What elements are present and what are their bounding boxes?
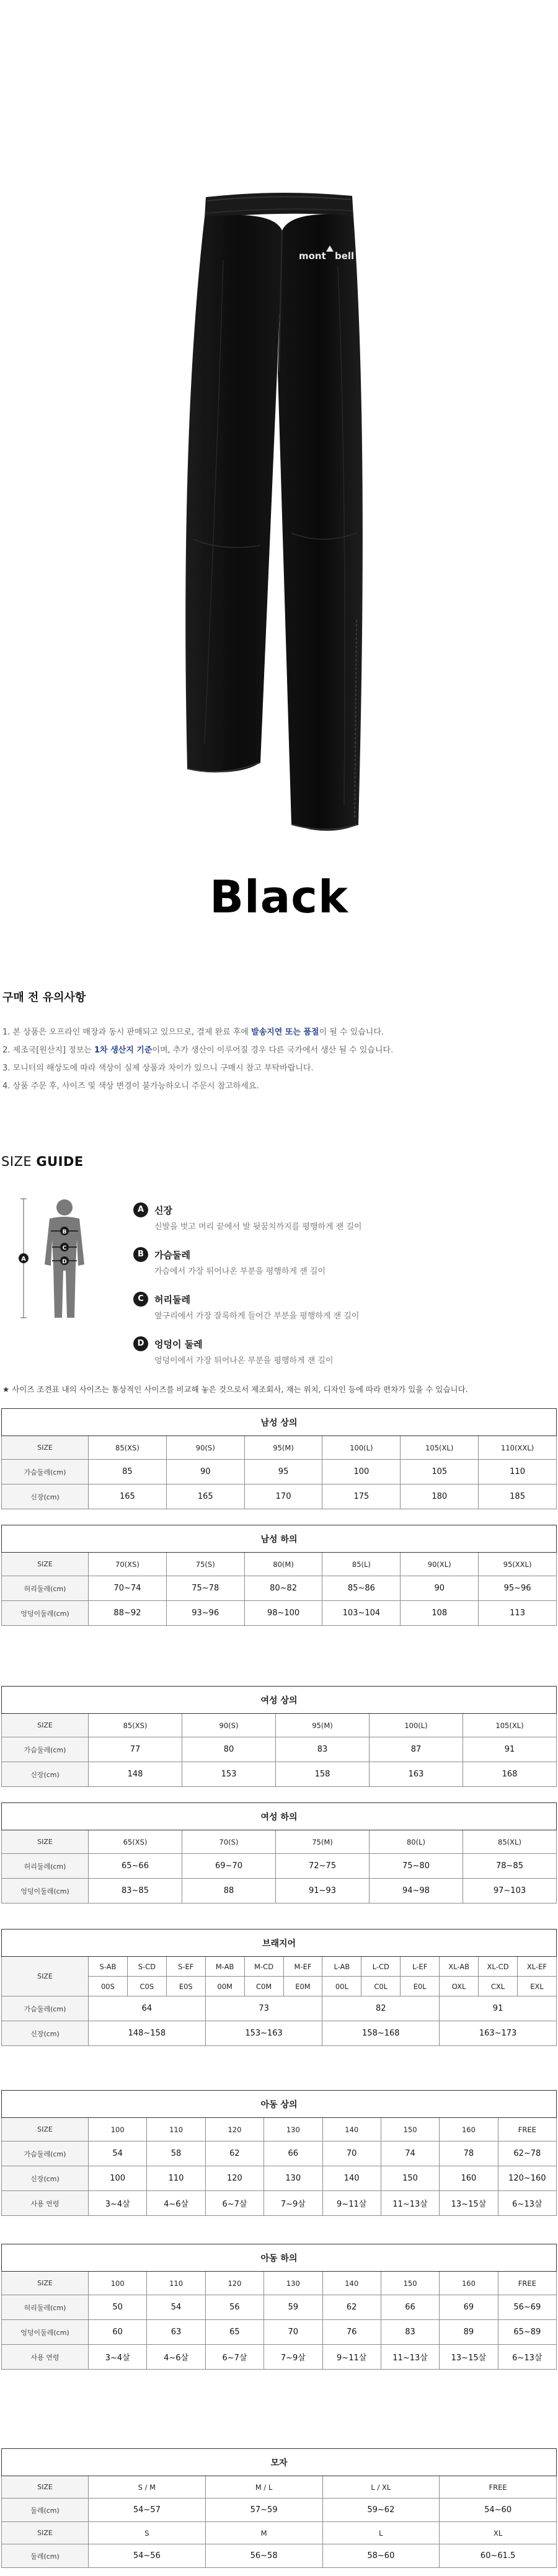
row-label: 둘레(cm)	[2, 2544, 89, 2568]
size-header: XL-CD	[479, 1957, 518, 1977]
header-label: SIZE	[2, 1714, 89, 1737]
size-header: L-AB	[322, 1957, 361, 1977]
size-header: XL	[440, 2522, 557, 2544]
table-title: 모자	[2, 2449, 557, 2476]
size-header: 90(XL)	[401, 1553, 479, 1576]
table-cell: 58~60	[322, 2544, 440, 2568]
row-label: 가슴둘레(cm)	[2, 1996, 89, 2021]
table-cell: 62	[322, 2295, 381, 2320]
table-cell: 62~78	[498, 2142, 556, 2166]
size-code: C0S	[127, 1977, 166, 1996]
table-cell: 90	[166, 1460, 244, 1484]
table-cell: 50	[89, 2295, 147, 2320]
table-cell: 6~13살	[498, 2191, 556, 2216]
size-code: E0L	[401, 1977, 440, 1996]
table-cell: 89	[440, 2320, 498, 2345]
table-cell: 93~96	[166, 1601, 244, 1626]
size-header: 160	[440, 2118, 498, 2142]
table-cell: 69	[440, 2295, 498, 2320]
size-header: S-CD	[127, 1957, 166, 1977]
size-header: 110	[147, 2118, 205, 2142]
table-cell: 130	[264, 2166, 322, 2191]
body-measurement-figure	[12, 1196, 112, 1323]
size-header: 90(S)	[182, 1714, 276, 1737]
header-label: SIZE	[2, 2272, 89, 2295]
product-image	[0, 0, 558, 855]
table-cell: 185	[479, 1484, 557, 1509]
table-cell: 80~82	[244, 1576, 322, 1601]
logo-text-2: bell	[335, 250, 355, 262]
table-women-top	[1, 1686, 557, 1787]
size-header: 100(L)	[322, 1436, 401, 1460]
table-title: 남성 하의	[2, 1525, 557, 1553]
table-cell: 11~13살	[381, 2345, 439, 2370]
size-header: 85(XS)	[89, 1714, 182, 1737]
size-header: 100	[89, 2118, 147, 2142]
table-cell: 87	[370, 1737, 463, 1762]
header-label: SIZE	[2, 2118, 89, 2142]
svg-text:B: B	[62, 1229, 67, 1235]
size-header: 120	[205, 2272, 264, 2295]
table-cell: 70	[264, 2320, 322, 2345]
size-header: 70(S)	[182, 1830, 276, 1854]
size-header: 80(M)	[244, 1553, 322, 1576]
table-cell: 54~60	[440, 2499, 557, 2522]
row-label: 가슴둘레(cm)	[2, 1737, 89, 1762]
table-cell: 54~57	[89, 2499, 206, 2522]
size-header: 85(XL)	[463, 1830, 557, 1854]
row-label: 가슴둘레(cm)	[2, 1460, 89, 1484]
size-header: 160	[440, 2272, 498, 2295]
size-header: 95(XXL)	[479, 1553, 557, 1576]
size-code: 00L	[322, 1977, 361, 1996]
table-cell: 54~56	[89, 2544, 206, 2568]
table-cell: 120	[205, 2166, 264, 2191]
table-cell: 82	[322, 1996, 440, 2021]
table-cell: 160	[440, 2166, 498, 2191]
table-cell: 91	[463, 1737, 557, 1762]
table-cell: 91	[440, 1996, 557, 2021]
table-cell: 90	[401, 1576, 479, 1601]
table-title: 아동 하의	[2, 2244, 557, 2272]
size-header: 140	[322, 2272, 381, 2295]
table-cell: 97~103	[463, 1879, 557, 1903]
size-code: C0L	[361, 1977, 401, 1996]
table-cell: 7~9살	[264, 2191, 322, 2216]
size-header: FREE	[440, 2476, 557, 2499]
size-header: S / M	[89, 2476, 206, 2499]
row-label: 사용 연령	[2, 2345, 89, 2370]
table-cell: 163	[370, 1762, 463, 1787]
size-header: 95(M)	[276, 1714, 370, 1737]
table-men-bottom	[1, 1525, 557, 1626]
table-cell: 158~168	[322, 2021, 440, 2046]
table-cell: 59~62	[322, 2499, 440, 2522]
table-cell: 4~6살	[147, 2345, 205, 2370]
header-label: SIZE	[2, 2522, 89, 2544]
row-label: 가슴둘레(cm)	[2, 2142, 89, 2166]
size-code: E0S	[166, 1977, 205, 1996]
size-header: 90(S)	[166, 1436, 244, 1460]
svg-text:A: A	[21, 1256, 26, 1263]
row-label: 엉덩이둘레(cm)	[2, 2320, 89, 2345]
table-cell: 6~7살	[205, 2191, 264, 2216]
size-code: CXL	[479, 1977, 518, 1996]
size-header: FREE	[498, 2272, 556, 2295]
table-cell: 100	[89, 2166, 147, 2191]
size-header: M-AB	[205, 1957, 244, 1977]
table-cell: 11~13살	[381, 2191, 439, 2216]
table-cell: 83~85	[89, 1879, 182, 1903]
purchase-notes	[0, 989, 558, 1095]
table-cell: 65	[205, 2320, 264, 2345]
table-cell: 57~59	[205, 2499, 322, 2522]
size-header: 130	[264, 2118, 322, 2142]
table-cell: 9~11살	[322, 2191, 381, 2216]
table-cell: 63	[147, 2320, 205, 2345]
table-cell: 78~85	[463, 1854, 557, 1879]
size-code: EXL	[517, 1977, 556, 1996]
table-cell: 170	[244, 1484, 322, 1509]
table-cell: 66	[381, 2295, 439, 2320]
size-header: S-EF	[166, 1957, 205, 1977]
header-label: SIZE	[2, 1553, 89, 1576]
size-code: C0M	[244, 1977, 283, 1996]
table-cell: 75~78	[166, 1576, 244, 1601]
table-cell: 56	[205, 2295, 264, 2320]
table-cell: 56~69	[498, 2295, 556, 2320]
row-label: 허리둘레(cm)	[2, 1576, 89, 1601]
size-header: FREE	[498, 2118, 556, 2142]
size-guide-title: SIZE GUIDE	[1, 1154, 84, 1169]
note-line-4: 4. 상품 주문 후, 사이즈 및 색상 변경이 불가능하오니 주문시 참고하세요.	[2, 1082, 259, 1091]
size-header: 150	[381, 2272, 439, 2295]
table-cell: 59	[264, 2295, 322, 2320]
table-cell: 153~163	[205, 2021, 322, 2046]
note-line-3: 3. 모니터의 해상도에 따라 색상이 실제 상품과 차이가 있으니 구매시 참고 부탁바랍니다.	[2, 1064, 314, 1073]
table-cell: 7~9살	[264, 2345, 322, 2370]
row-label: 허리둘레(cm)	[2, 2295, 89, 2320]
row-label: 신장(cm)	[2, 2166, 89, 2191]
size-header: 100	[89, 2272, 147, 2295]
size-code: E0M	[283, 1977, 322, 1996]
table-cell: 98~100	[244, 1601, 322, 1626]
size-header: XL-EF	[517, 1957, 556, 1977]
size-header: 110(XXL)	[479, 1436, 557, 1460]
table-cell: 70	[322, 2142, 381, 2166]
table-cell: 108	[401, 1601, 479, 1626]
table-cell: 6~7살	[205, 2345, 264, 2370]
svg-text:C: C	[62, 1245, 67, 1251]
size-header: 75(M)	[276, 1830, 370, 1854]
row-label: 엉덩이둘레(cm)	[2, 1879, 89, 1903]
size-code: 00M	[205, 1977, 244, 1996]
size-header: 85(XS)	[89, 1436, 167, 1460]
size-header: S-AB	[89, 1957, 128, 1977]
table-men-top	[1, 1408, 557, 1509]
table-cell: 165	[166, 1484, 244, 1509]
table-cell: 140	[322, 2166, 381, 2191]
table-cell: 58	[147, 2142, 205, 2166]
header-label: SIZE	[2, 1957, 89, 1996]
table-cell: 13~15살	[440, 2191, 498, 2216]
logo-text: mont	[299, 250, 326, 262]
table-cell: 3~4살	[89, 2191, 147, 2216]
row-label: 신장(cm)	[2, 1762, 89, 1787]
size-header: L / XL	[322, 2476, 440, 2499]
table-cell: 75~80	[370, 1854, 463, 1879]
table-cell: 103~104	[322, 1601, 401, 1626]
size-header: S	[89, 2522, 206, 2544]
table-cell: 148	[89, 1762, 182, 1787]
size-header: L	[322, 2522, 440, 2544]
table-cell: 110	[147, 2166, 205, 2191]
table-cell: 9~11살	[322, 2345, 381, 2370]
size-header: L-EF	[401, 1957, 440, 1977]
size-header: 140	[322, 2118, 381, 2142]
table-cell: 65~66	[89, 1854, 182, 1879]
table-cell: 60~61.5	[440, 2544, 557, 2568]
product-hero	[0, 0, 558, 855]
row-label: 신장(cm)	[2, 2021, 89, 2046]
table-title: 브래지어	[2, 1930, 557, 1957]
size-header: M-CD	[244, 1957, 283, 1977]
size-header: 120	[205, 2118, 264, 2142]
table-hat	[1, 2448, 557, 2568]
size-header: L-CD	[361, 1957, 401, 1977]
color-name: Black	[210, 871, 348, 923]
header-label: SIZE	[2, 1830, 89, 1854]
table-cell: 73	[205, 1996, 322, 2021]
table-cell: 62	[205, 2142, 264, 2166]
table-cell: 80	[182, 1737, 276, 1762]
table-cell: 113	[479, 1601, 557, 1626]
note-line-1: 1. 본 상품은 오프라인 매장과 동시 판매되고 있으므로, 결제 완료 후에 발송지연 또는 품절이 될 수 있습니다.	[2, 1028, 384, 1037]
table-cell: 91~93	[276, 1879, 370, 1903]
table-cell: 95	[244, 1460, 322, 1484]
size-header: 100(L)	[370, 1714, 463, 1737]
table-cell: 110	[479, 1460, 557, 1484]
table-title: 남성 상의	[2, 1409, 557, 1436]
row-label: 신장(cm)	[2, 1484, 89, 1509]
table-cell: 56~58	[205, 2544, 322, 2568]
header-label: SIZE	[2, 2476, 89, 2499]
size-header: 95(M)	[244, 1436, 322, 1460]
table-cell: 94~98	[370, 1879, 463, 1903]
size-header: 105(XL)	[463, 1714, 557, 1737]
table-cell: 95~96	[479, 1576, 557, 1601]
size-code: OXL	[440, 1977, 479, 1996]
table-cell: 105	[401, 1460, 479, 1484]
size-code: 00S	[89, 1977, 128, 1996]
table-cell: 83	[381, 2320, 439, 2345]
row-label: 허리둘레(cm)	[2, 1854, 89, 1879]
table-cell: 65~89	[498, 2320, 556, 2345]
size-header: XL-AB	[440, 1957, 479, 1977]
size-header: 65(XS)	[89, 1830, 182, 1854]
table-cell: 69~70	[182, 1854, 276, 1879]
table-title: 여성 하의	[2, 1803, 557, 1830]
table-cell: 13~15살	[440, 2345, 498, 2370]
table-cell: 165	[89, 1484, 167, 1509]
note-line-2: 2. 제조국[원산지] 정보는 1차 생산지 기준이며, 추가 생산이 이루어질 경우 다른 국가에서 생산 될 수 있습니다.	[2, 1046, 394, 1055]
table-cell: 77	[89, 1737, 182, 1762]
table-title: 아동 상의	[2, 2091, 557, 2118]
table-cell: 150	[381, 2166, 439, 2191]
table-cell: 6~13살	[498, 2345, 556, 2370]
size-header: 75(S)	[166, 1553, 244, 1576]
table-cell: 153	[182, 1762, 276, 1787]
size-header: 110	[147, 2272, 205, 2295]
row-label: 둘레(cm)	[2, 2499, 89, 2522]
table-cell: 88	[182, 1879, 276, 1903]
size-header: M / L	[205, 2476, 322, 2499]
table-cell: 76	[322, 2320, 381, 2345]
table-cell: 78	[440, 2142, 498, 2166]
row-label: 엉덩이둘레(cm)	[2, 1601, 89, 1626]
notes-title: 구매 전 유의사항	[2, 991, 86, 1004]
table-cell: 60	[89, 2320, 147, 2345]
table-cell: 175	[322, 1484, 401, 1509]
table-cell: 4~6살	[147, 2191, 205, 2216]
table-cell: 3~4살	[89, 2345, 147, 2370]
table-cell: 148~158	[89, 2021, 206, 2046]
size-header: M-EF	[283, 1957, 322, 1977]
size-header: 130	[264, 2272, 322, 2295]
table-cell: 66	[264, 2142, 322, 2166]
table-cell: 120~160	[498, 2166, 556, 2191]
row-label: 사용 연령	[2, 2191, 89, 2216]
table-cell: 180	[401, 1484, 479, 1509]
svg-text:D: D	[62, 1259, 67, 1265]
size-disclaimer: ★ 사이즈 조견표 내의 사이즈는 통상적인 사이즈를 비교해 놓은 것으로서 제조회사, 재는 위치, 디자인 등에 따라 편차가 있을 수 있습니다.	[2, 1385, 468, 1394]
size-header: 85(L)	[322, 1553, 401, 1576]
table-cell: 100	[322, 1460, 401, 1484]
table-cell: 163~173	[440, 2021, 557, 2046]
table-cell: 54	[89, 2142, 147, 2166]
table-cell: 54	[147, 2295, 205, 2320]
table-cell: 70~74	[89, 1576, 167, 1601]
header-label: SIZE	[2, 1436, 89, 1460]
size-header: 150	[381, 2118, 439, 2142]
table-cell: 85	[89, 1460, 167, 1484]
table-cell: 74	[381, 2142, 439, 2166]
table-women-bottom	[1, 1802, 557, 1903]
table-kids-top	[1, 2090, 557, 2216]
table-bra	[1, 1929, 557, 2046]
table-title: 여성 상의	[2, 1687, 557, 1714]
table-cell: 168	[463, 1762, 557, 1787]
size-header: M	[205, 2522, 322, 2544]
size-header: 80(L)	[370, 1830, 463, 1854]
table-cell: 158	[276, 1762, 370, 1787]
table-cell: 64	[89, 1996, 206, 2021]
table-cell: 85~86	[322, 1576, 401, 1601]
table-cell: 83	[276, 1737, 370, 1762]
size-header: 105(XL)	[401, 1436, 479, 1460]
table-kids-bottom	[1, 2244, 557, 2370]
table-cell: 72~75	[276, 1854, 370, 1879]
table-cell: 88~92	[89, 1601, 167, 1626]
size-header: 70(XS)	[89, 1553, 167, 1576]
